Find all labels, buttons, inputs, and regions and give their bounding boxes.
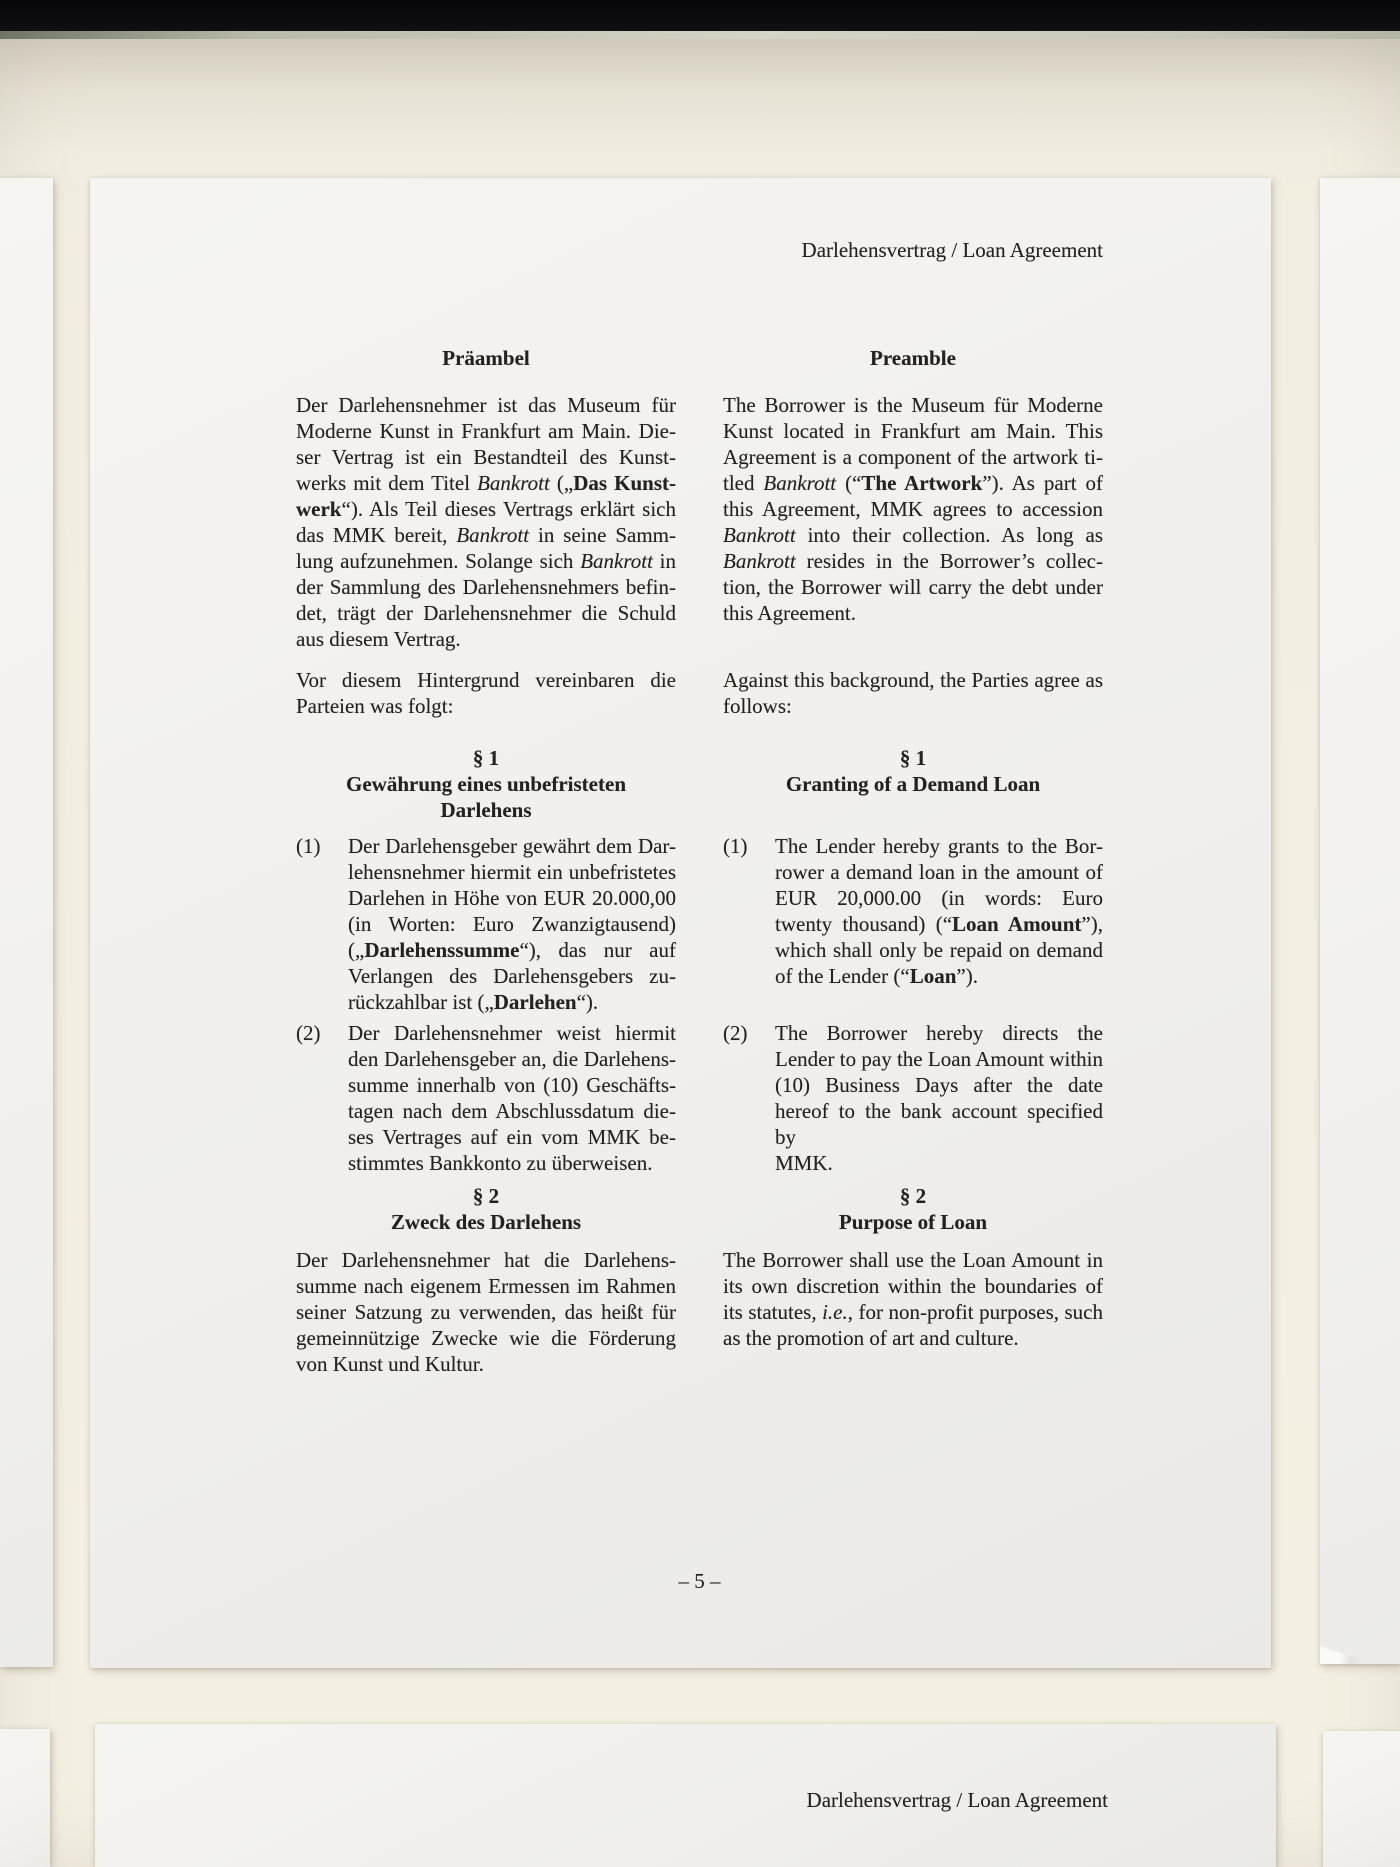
item-number: (2)	[723, 1021, 748, 1045]
adjacent-page-right	[1320, 178, 1400, 1664]
de-section1-heading: § 1 Gewährung eines unbefristeten Darlehens	[346, 746, 626, 822]
item-number: (1)	[723, 834, 748, 858]
page-number: – 5 –	[678, 1569, 721, 1593]
de-section2-paragraph: Der Darlehensnehmer hat die Darlehens- summe nach eigenem Ermessen im Rahmen seiner Satzung zu verwenden, das heißt für gemeinnützige Zwecke wie die Förderung von Kunst und Kultur.	[296, 1248, 676, 1376]
adjacent-page-left-bottom	[0, 1729, 50, 1867]
item-text: Der Darlehensgeber gewährt dem Dar- lehensnehmer hiermit ein unbefristetes Darlehen in Höhe von EUR 20.000,00 (in Worten: Euro Zwanzigtausend) („Darlehenssumme“), das nur auf Verlangen des Darlehensgebers zu- rückzahlbar ist („Darlehen“).	[348, 834, 676, 1014]
en-preamble-heading: Preamble	[870, 346, 956, 370]
de-section1-item2	[296, 1020, 676, 1176]
item-text: Der Darlehensnehmer weist hiermit den Darlehensgeber an, die Darlehens- summe innerhalb von (10) Geschäfts- tagen nach dem Abschlussdatum die- ses Vertrages auf ein vom MMK be- stimmtes Bankkonto zu überweisen.	[348, 1021, 676, 1175]
english-column	[723, 178, 1103, 1668]
en-section1-heading: § 1 Granting of a Demand Loan	[785, 746, 1041, 796]
adjacent-page-right-bottom	[1323, 1731, 1400, 1867]
en-section1-item1	[723, 833, 1103, 989]
en-section2-paragraph: The Borrower shall use the Loan Amount in its own discretion within the boundaries of its statutes, i.e., for non-profit purposes, such as the promotion of art and culture.	[723, 1248, 1103, 1350]
page-corner-fold	[1320, 1644, 1372, 1664]
en-section1-item2	[723, 1020, 1103, 1176]
item-number: (1)	[296, 834, 321, 858]
page-header: Darlehensvertrag / Loan Agreement	[801, 238, 1103, 262]
de-section1-item1	[296, 833, 676, 1015]
frame-top-edge	[0, 0, 1400, 31]
frame-shadow-on-mat	[0, 39, 1400, 154]
de-preamble-paragraph: Der Darlehensnehmer ist das Museum für Moderne Kunst in Frankfurt am Main. Die- ser Vertrag ist ein Bestandteil des Kunst- werks mit dem Titel Bankrott („Das Kunst- werk“). Als Teil dieses Vertrags erklärt sich das MMK bereit, Bankrott in seine Samm- lung aufzunehmen. Solange sich Bankrott in der Sammlung des Darlehensnehmers befin- det, trägt der Darlehensnehmer die Schuld aus diesem Vertrag.	[296, 393, 676, 651]
de-section2-heading: § 2 Zweck des Darlehens	[390, 1184, 582, 1234]
de-recital-paragraph: Vor diesem Hintergrund vereinbaren die Parteien was folgt:	[296, 668, 676, 718]
frame-inner-bevel	[0, 31, 1400, 39]
en-recital-paragraph: Against this background, the Parties agree as follows:	[723, 668, 1103, 718]
item-text: The Lender hereby grants to the Bor- rower a demand loan in the amount of EUR 20,000.00 (in words: Euro twenty thousand) (“Loan Amount”), which shall only be repaid on demand of the Lender (“Loan”).	[775, 834, 1103, 988]
page-content	[301, 1724, 1108, 1867]
en-section2-heading: § 2 Purpose of Loan	[838, 1184, 988, 1234]
contract-page-6-partial	[95, 1724, 1276, 1867]
german-column	[296, 178, 676, 1668]
en-preamble-paragraph: The Borrower is the Museum für Moderne Kunst located in Frankfurt am Main. This Agreement is a component of the artwork ti- tled Bankrott (“The Artwork”). As part of this Agreement, MMK agrees to accession Bankrott into their collection. As long as Bankrott resides in the Borrower’s collec- tion, the Borrower will carry the debt under this Agreement.	[723, 393, 1103, 625]
next-page-header: Darlehensvertrag / Loan Agreement	[806, 1788, 1108, 1812]
adjacent-page-left	[0, 178, 53, 1667]
item-text: The Borrower hereby directs the Lender to pay the Loan Amount within (10) Business Days after the date hereof to the bank account specified by MMK.	[775, 1021, 1103, 1175]
de-preamble-heading: Präambel	[442, 346, 530, 370]
page-content	[296, 178, 1103, 1668]
contract-page-5	[90, 178, 1271, 1668]
item-number: (2)	[296, 1021, 321, 1045]
